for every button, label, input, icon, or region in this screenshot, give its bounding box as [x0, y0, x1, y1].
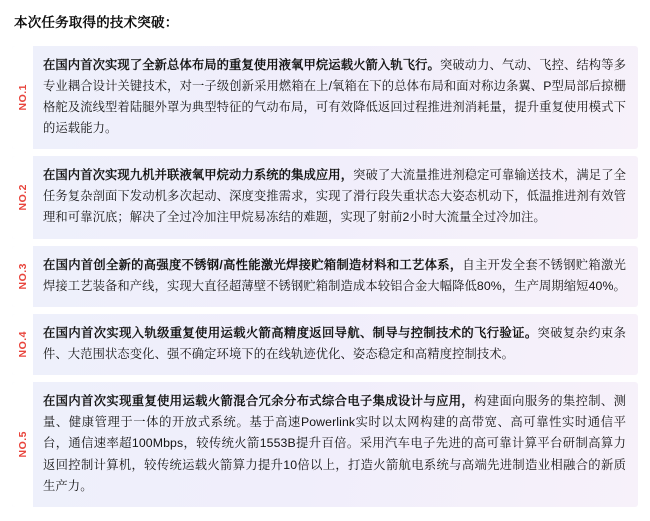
rank-badge	[12, 46, 33, 150]
item-body	[33, 382, 638, 507]
item-body	[33, 46, 638, 150]
item-lead: 在国内首次实现九机并联液氧甲烷动力系统的集成应用，	[43, 168, 354, 183]
list-item	[12, 382, 638, 507]
item-lead: 在国内首次实现了全新总体布局的重复使用液氧甲烷运载火箭入轨飞行。	[43, 57, 440, 72]
item-rest: 构建面向服务的集控制、测量、健康管理于一体的开放式系统。基于高速Powerlink实时以太网构建的高带宽、高可靠性实时通信平台，通信速率超100Mbps，较传统火箭1553B提升百倍。采用汽车电子先进的高可靠计算平台研制高算力返回控制计算机，较传统运载火箭算力提升10倍以上，打造火箭航电系统与高端先进制造业相融合的新质生产力。	[43, 394, 627, 493]
item-body	[33, 156, 638, 238]
rank-badge	[12, 156, 33, 238]
item-rest: 突破了大流量推进剂稳定可靠输送技术，满足了全任务复杂剖面下发动机多次起动、深度变推需求，实现了滑行段失重状态大姿态机动下，低温推进剂有效管理和可靠沉底；解决了全过冷加注甲烷易冻结的难题，实现了射前2小时大流量全过冷加注。	[43, 168, 626, 225]
rank-label: NO.2	[16, 184, 29, 211]
rank-label: NO.3	[16, 262, 29, 290]
list-item	[12, 156, 638, 238]
rank-label: NO.5	[16, 431, 29, 458]
rank-badge	[12, 314, 33, 375]
rank-label: NO.1	[16, 84, 29, 111]
item-rest: 自主开发全套不锈钢贮箱激光焊接工艺装备和产线，实现大直径超薄壁不锈钢贮箱制造成本较铝合金大幅降低80%，生产周期缩短40%。	[43, 257, 626, 293]
list-item	[12, 46, 638, 150]
item-lead: 在国内首创全新的高强度不锈钢/高性能激光焊接贮箱制造材料和工艺体系，	[43, 257, 463, 272]
page-title: 本次任务取得的技术突破：	[14, 15, 179, 30]
rank-badge	[12, 382, 33, 507]
item-lead: 在国内首次实现重复使用运载火箭混合冗余分布式综合电子集成设计与应用，	[43, 394, 475, 409]
item-rest: 突破复杂约束条件、大范围状态变化、强不确定环境下的在线轨迹优化、姿态稳定和高精度控制技术。	[43, 325, 626, 361]
item-body	[33, 246, 638, 307]
rank-badge	[12, 246, 33, 307]
list-item	[12, 314, 638, 375]
item-body	[33, 314, 638, 375]
breakthrough-list	[12, 46, 638, 507]
list-item	[12, 246, 638, 307]
rank-label: NO.4	[16, 331, 29, 358]
item-lead: 在国内首次实现入轨级重复使用运载火箭高精度返回导航、制导与控制技术的飞行验证。	[43, 325, 538, 340]
item-rest: 突破动力、气动、飞控、结构等多专业耦合设计关键技术，对一子级创新采用燃箱在上/氧箱在下的总体布局和面对称边条翼、P型局部后掠栅格舵及流线型着陆腿外罩为典型特征的气动布局，可有效降低返回过程推进剂消耗量，提升重复使用模式下的运载能力。	[43, 57, 626, 135]
